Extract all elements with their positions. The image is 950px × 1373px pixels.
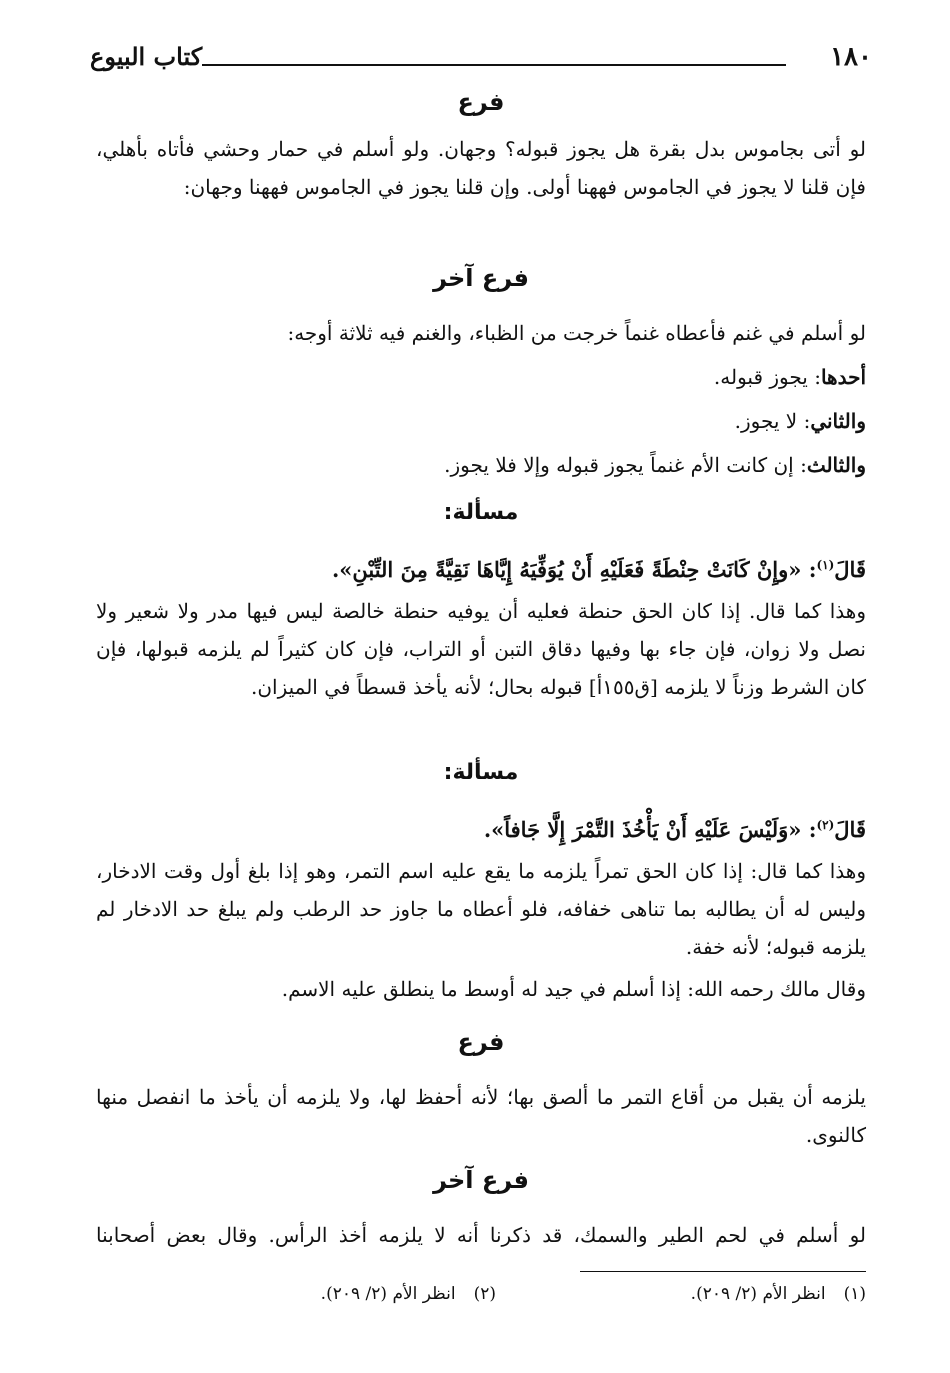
option-third: [96, 446, 866, 484]
footnote-ref: (٢): [816, 818, 835, 832]
quote-text: : «وَلَيْسَ عَلَيْهِ أَنْ يَأْخُذَ التَّمْرَ إِلَّا جَافاً».: [483, 817, 817, 842]
page-number: ١٨٠: [830, 42, 872, 72]
section-heading-far: فرع: [457, 88, 505, 116]
section-heading-far: فرع: [457, 1028, 505, 1056]
option-label: والثالث: [806, 453, 866, 477]
footnotes: [90, 1284, 866, 1320]
footnote-ref: (١): [816, 558, 835, 572]
footnote-text: انظر الأم (٢/ ٢٠٩).: [690, 1284, 826, 1304]
quote-wheat: [96, 546, 866, 589]
option-first: [96, 358, 866, 396]
paragraph-wheat: وهذا كما قال. إذا كان الحق حنطة فعليه أن يوفيه حنطة خالصة ليس فيها مدر ولا شعير ولا نصل ولا زوان، فإن جاء بها وفيها دقاق التبن أو التراب، فإن كان كثيراً لم يلزمه قبولها، فإن كان الشرط وزناً لا يلزمه [ق١٥٥أ] قبوله بحال؛ لأنه يأخذ قسطاً في الميزان.: [96, 599, 866, 699]
quote-text: : «وإِنْ كَانَتْ حِنْطَةً فَعَلَيْهِ أَنْ يُوَفِّيَهُ إِيَّاهَا نَقِيَّةً مِنَ التِّبْنِ».: [331, 557, 817, 582]
book-title: كتاب البيوع: [90, 42, 203, 71]
option-second: [96, 402, 866, 440]
section-heading-masala: مسألة:: [443, 500, 519, 525]
section-heading-masala: مسألة:: [443, 760, 519, 785]
footnote-2: [321, 1284, 496, 1304]
paragraph-buffalo: لو أتى بجاموس بدل بقرة هل يجوز قبوله؟ وجهان. ولو أسلم في حمار وحشي فأتاه بأهلي، فإن قلنا لا يجوز في الجاموس فههنا أولى. وإن قلنا يجوز في الجاموس فههنا وجهان:: [96, 137, 866, 199]
footnote-text: انظر الأم (٢/ ٢٠٩).: [320, 1284, 456, 1304]
paragraph-dates: وهذا كما قال: إذا كان الحق تمراً يلزمه ما يقع عليه اسم التمر، وهو إذا بلغ أول وقت الادخار، وليس له أن يطالبه بما تناهى خفافه، فلو أعطاه ما جاوز حد الرطب ولم يبلغ حد الادخار لم يلزمه قبوله؛ لأنه خفة.: [96, 859, 866, 959]
footnote-number: (١): [843, 1284, 866, 1304]
paragraph-malik: وقال مالك رحمه الله: إذا أسلم في جيد له أوسط ما ينطلق عليه الاسم.: [281, 977, 866, 1001]
option-label: أحدها: [820, 365, 866, 389]
option-text: : لا يجوز.: [734, 409, 811, 433]
paragraph-date-pits: يلزمه أن يقبل من أقاع التمر ما ألصق بها؛ لأنه أحفظ لها، ولا يلزمه أن يأخذ ما انفصل منها كالنوى.: [96, 1085, 866, 1147]
option-label: والثاني: [810, 409, 866, 433]
qal-word: قَالَ: [834, 817, 866, 842]
paragraph-birds-fish: لو أسلم في لحم الطير والسمك، قد ذكرنا أنه لا يلزمه أخذ الرأس. وقال بعض أصحابنا: [96, 1223, 866, 1247]
qal-word: قَالَ: [834, 557, 866, 582]
footnote-rule: [580, 1271, 866, 1272]
section-heading-far-akhar: فرع آخر: [433, 1166, 529, 1194]
option-text: : يجوز قبوله.: [713, 365, 821, 389]
quote-dates: [96, 806, 866, 849]
section-heading-far-akhar: فرع آخر: [433, 264, 529, 292]
paragraph-sheep-intro: لو أسلم في غنم فأعطاه غنماً خرجت من الظباء، والغنم فيه ثلاثة أوجه:: [287, 321, 866, 345]
main-text: [96, 0, 866, 1270]
footnote-1: [691, 1284, 866, 1304]
footnote-number: (٢): [473, 1284, 496, 1304]
option-text: : إن كانت الأم غنماً يجوز قبوله وإلا فلا يجوز.: [444, 453, 807, 477]
